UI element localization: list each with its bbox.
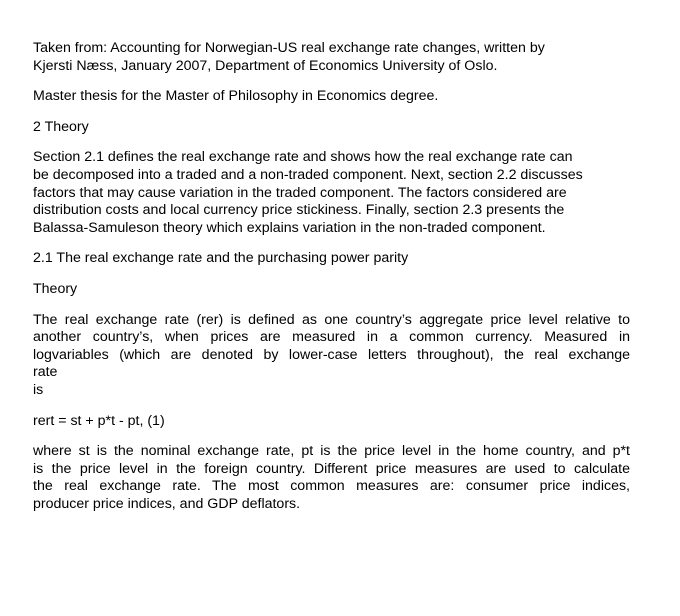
paragraph-line: rate xyxy=(33,364,58,381)
source-line: Taken from: Accounting for Norwegian-US real exchange rate changes, written by xyxy=(33,40,545,56)
subsection-heading: 2.1 The real exchange rate and the purchasing power parity xyxy=(33,250,409,267)
source-citation xyxy=(33,40,630,75)
paragraph-line: another country’s, when prices are measured in a common currency. Measured in xyxy=(33,329,630,346)
paragraph-line: Section 2.1 defines the real exchange rate and shows how the real exchange rate can xyxy=(33,149,573,166)
paragraph-line: the real exchange rate. The most common measures are: consumer price indices, xyxy=(33,478,630,495)
paragraph-line: distribution costs and local currency price stickiness. Finally, section 2.3 presents the xyxy=(33,202,565,219)
intro-paragraph xyxy=(33,149,630,237)
paragraph-line: be decomposed into a traded and a non-traded component. Next, section 2.2 discusses xyxy=(33,166,583,183)
thesis-note: Master thesis for the Master of Philosophy in Economics degree. xyxy=(33,88,439,105)
theory-label: Theory xyxy=(33,280,78,297)
paragraph-line: is xyxy=(33,381,44,398)
explanation-paragraph xyxy=(33,443,630,513)
equation: rert = st + p*t - pt, (1) xyxy=(33,412,165,429)
paragraph-line: factors that may cause variation in the traded component. The factors considered are xyxy=(33,184,567,201)
section-heading: 2 Theory xyxy=(33,118,89,135)
paragraph-line: is the price level in the foreign country. Different price measures are used to calculate xyxy=(33,460,630,477)
paragraph-line: where st is the nominal exchange rate, pt is the price level in the home country, and p*t xyxy=(33,443,630,460)
paragraph-line: Balassa-Samuleson theory which explains variation in the non-traded component. xyxy=(33,219,546,236)
definition-paragraph xyxy=(33,312,630,400)
paragraph-line: logvariables (which are denoted by lower-case letters throughout), the real exchange xyxy=(33,346,630,363)
paragraph-line: The real exchange rate (rer) is defined as one country’s aggregate price level relative to xyxy=(33,311,630,328)
source-line: Kjersti Næss, January 2007, Department of Economics University of Oslo. xyxy=(33,57,498,74)
document-page xyxy=(33,40,630,513)
paragraph-line: producer price indices, and GDP deflators. xyxy=(33,495,301,512)
